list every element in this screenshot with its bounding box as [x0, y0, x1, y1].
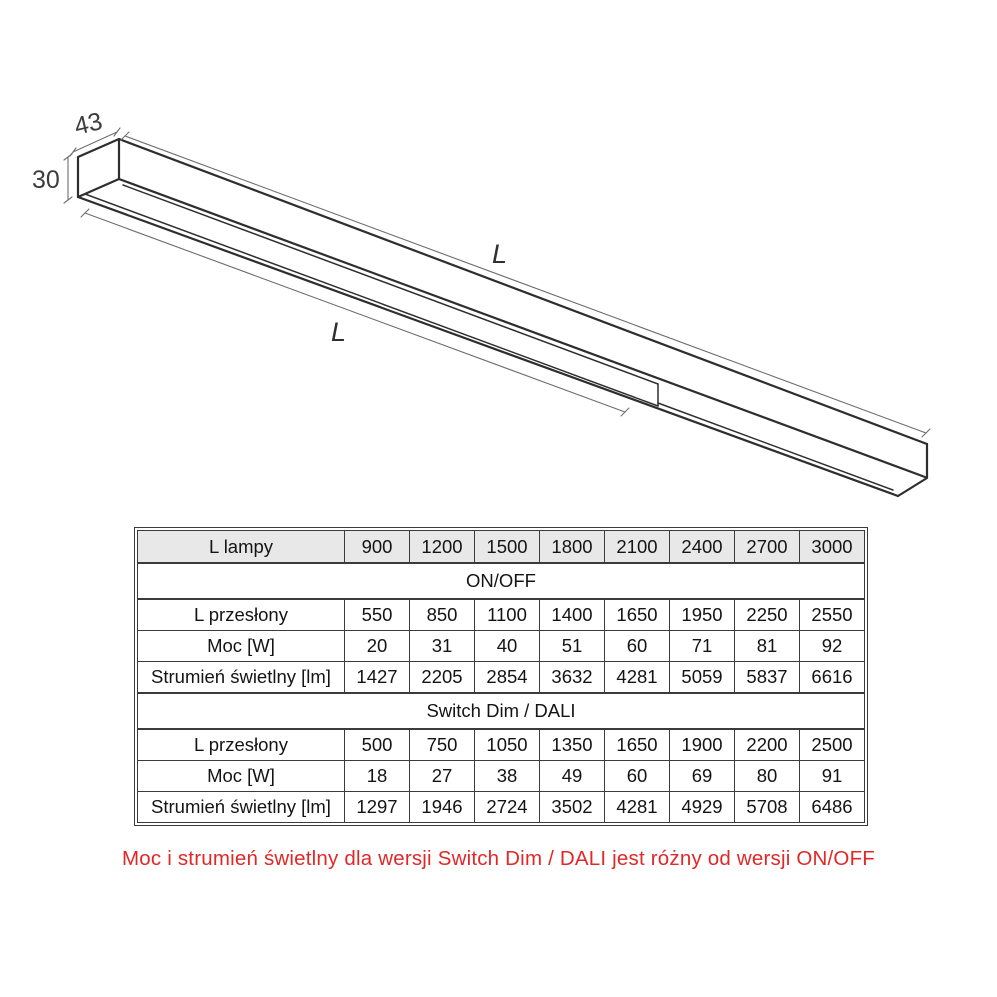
table-cell: 92: [800, 631, 865, 662]
dim-label-length-shade: L: [331, 317, 347, 347]
table-cell: 1100: [475, 599, 540, 631]
header-value: 2400: [670, 531, 735, 564]
table-cell: 2205: [410, 662, 475, 694]
diffuser-continuation: [658, 403, 893, 490]
header-label: L lampy: [138, 531, 345, 564]
table-cell: 1946: [410, 792, 475, 823]
table-cell: 6616: [800, 662, 865, 694]
table-cell: 1350: [540, 729, 605, 761]
table-cell: 1050: [475, 729, 540, 761]
lamp-end-cap-left: [78, 139, 119, 197]
spec-table: [137, 530, 865, 823]
table-cell: 27: [410, 761, 475, 792]
dim-label-width: 43: [71, 107, 106, 141]
section-title: Switch Dim / DALI: [138, 693, 865, 729]
header-value: 1800: [540, 531, 605, 564]
table-cell: 1427: [345, 662, 410, 694]
table-row: [138, 792, 865, 823]
table-row: [138, 761, 865, 792]
table-cell: 91: [800, 761, 865, 792]
table-cell: 71: [670, 631, 735, 662]
diffuser-upper-edge: [123, 185, 658, 384]
table-cell: 1650: [605, 729, 670, 761]
row-label: Moc [W]: [138, 631, 345, 662]
table-cell: 38: [475, 761, 540, 792]
table-cell: 3502: [540, 792, 605, 823]
row-label: Strumień świetlny [lm]: [138, 792, 345, 823]
table-cell: 51: [540, 631, 605, 662]
table-cell: 2250: [735, 599, 800, 631]
row-label: L przesłony: [138, 599, 345, 631]
table-cell: 60: [605, 631, 670, 662]
section-row-onoff: [138, 563, 865, 599]
dim-line-length-shade: [85, 213, 625, 412]
table-cell: 69: [670, 761, 735, 792]
table-cell: 60: [605, 761, 670, 792]
table-cell: 4929: [670, 792, 735, 823]
lamp-end-cap-right: [898, 444, 927, 496]
table-cell: 850: [410, 599, 475, 631]
lamp-top-edge: [119, 139, 927, 444]
header-value: 2700: [735, 531, 800, 564]
table-cell: 5059: [670, 662, 735, 694]
table-cell: 4281: [605, 792, 670, 823]
row-label: L przesłony: [138, 729, 345, 761]
table-row: [138, 729, 865, 761]
lamp-middle-edge: [119, 179, 925, 477]
row-label: Moc [W]: [138, 761, 345, 792]
table-cell: 2550: [800, 599, 865, 631]
table-cell: 2500: [800, 729, 865, 761]
table-cell: 500: [345, 729, 410, 761]
spec-table-wrapper: [134, 527, 868, 826]
table-cell: 2200: [735, 729, 800, 761]
table-cell: 1900: [670, 729, 735, 761]
table-cell: 1400: [540, 599, 605, 631]
lamp-diffuser-groove: [85, 185, 893, 490]
table-cell: 31: [410, 631, 475, 662]
lamp-bottom-edge: [78, 197, 898, 496]
header-value: 2100: [605, 531, 670, 564]
table-cell: 80: [735, 761, 800, 792]
dim-line-length-lamp: [125, 136, 926, 433]
table-cell: 4281: [605, 662, 670, 694]
table-cell: 750: [410, 729, 475, 761]
header-value: 3000: [800, 531, 865, 564]
header-value: 900: [345, 531, 410, 564]
table-cell: 5708: [735, 792, 800, 823]
diffuser-lower-edge: [85, 194, 658, 406]
table-cell: 20: [345, 631, 410, 662]
section-row-dali: [138, 693, 865, 729]
dim-label-length-lamp: L: [492, 239, 508, 269]
header-value: 1500: [475, 531, 540, 564]
table-cell: 2854: [475, 662, 540, 694]
table-cell: 1950: [670, 599, 735, 631]
table-cell: 2724: [475, 792, 540, 823]
table-cell: 1650: [605, 599, 670, 631]
dim-label-height: 30: [32, 166, 60, 194]
table-cell: 6486: [800, 792, 865, 823]
lamp-body: [78, 139, 927, 496]
table-row: [138, 631, 865, 662]
row-label: Strumień świetlny [lm]: [138, 662, 345, 694]
footnote-warning: Moc i strumień świetlny dla wersji Switch Dim / DALI jest różny od wersji ON/OFF: [121, 847, 876, 870]
table-row: [138, 599, 865, 631]
table-cell: 5837: [735, 662, 800, 694]
table-cell: 3632: [540, 662, 605, 694]
table-cell: 550: [345, 599, 410, 631]
table-row: [138, 662, 865, 694]
table-cell: 49: [540, 761, 605, 792]
table-cell: 81: [735, 631, 800, 662]
table-header-row: [138, 531, 865, 564]
table-cell: 1297: [345, 792, 410, 823]
header-value: 1200: [410, 531, 475, 564]
table-cell: 40: [475, 631, 540, 662]
table-cell: 18: [345, 761, 410, 792]
section-title: ON/OFF: [138, 563, 865, 599]
